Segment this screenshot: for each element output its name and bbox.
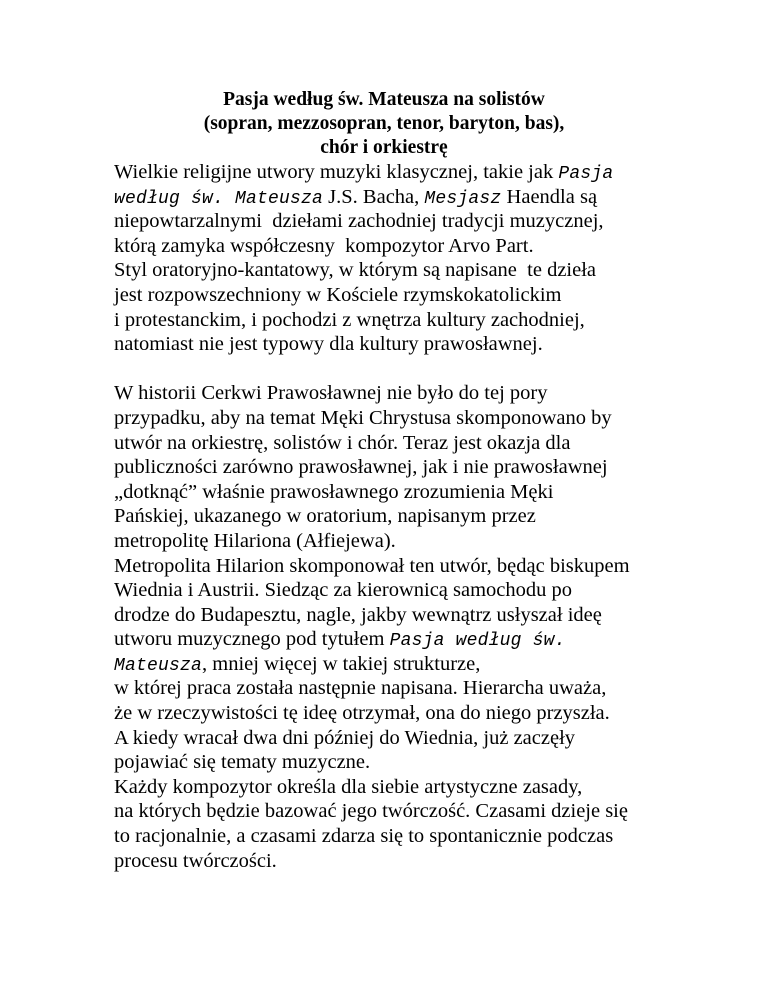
body-text: publiczności zarówno prawosławnej, jak i nie prawosławnej (114, 456, 608, 479)
text-line (114, 578, 754, 603)
document-title (114, 88, 654, 160)
title-line: (sopran, mezzosopran, tenor, baryton, bas), (203, 113, 565, 134)
body-text: Wielkie religijne utwory muzyki klasycznej, takie jak (114, 161, 559, 183)
body-text: A kiedy wracał dwa dni później do Wiednia, już zaczęły (114, 726, 576, 749)
text-line (114, 726, 754, 751)
work-title-text: Pasja według św. (389, 631, 566, 652)
body-text: niepowtarzalnymi dziełami zachodniej tradycji muzycznej, (114, 210, 604, 233)
body-text: metropolitę Hilariona (Ałfiejewa). (114, 529, 396, 552)
text-line (114, 381, 754, 406)
title-line: Pasja według św. Mateusza na solistów (223, 89, 545, 110)
work-title-text: Mateusza (114, 655, 203, 676)
body-text: to racjonalnie, a czasami zdarza się to spontanicznie podczas (114, 825, 614, 848)
paragraph-history (114, 381, 754, 873)
body-text: jest rozpowszechniony w Kościele rzymskokatolickim (114, 283, 562, 306)
text-line (114, 799, 754, 824)
text-line (114, 775, 754, 800)
text-line (114, 824, 754, 849)
text-line (114, 234, 754, 259)
body-text: i protestanckim, i pochodzi z wnętrza kultury zachodniej, (114, 308, 585, 331)
work-title-text: Mesjasz (424, 188, 502, 209)
body-text: „dotknąć” właśnie prawosławnego zrozumienia Męki (114, 480, 554, 503)
body-text: w której praca została następnie napisana. Hierarcha uważa, (114, 677, 607, 700)
text-line (114, 603, 754, 628)
body-text: Styl oratoryjno-kantatowy, w którym są napisane te dzieła (114, 259, 597, 282)
text-line (114, 504, 754, 529)
text-line (114, 308, 754, 333)
body-text: utworu muzycznego pod tytułem (114, 628, 390, 651)
body-text: drodze do Budapesztu, nagle, jakby wewnątrz usłyszał ideę (114, 603, 602, 626)
body-text: Haendla są (501, 185, 598, 208)
text-line (114, 283, 754, 308)
text-line (114, 849, 754, 874)
text-line (114, 332, 754, 357)
body-text: że w rzeczywistości tę ideę otrzymał, ona do niego przyszła. (114, 702, 610, 725)
body-text: utwór na orkiestrę, solistów i chór. Teraz jest okazja dla (114, 431, 571, 454)
text-line (114, 209, 754, 234)
text-line (114, 701, 754, 726)
body-text: Pańskiej, ukazanego w oratorium, napisanym przez (114, 505, 536, 528)
work-title-text: Pasja (558, 164, 614, 184)
work-title-text: według św. Mateusza (114, 188, 324, 209)
paragraph-gap (114, 357, 754, 382)
body-text: przypadku, aby na temat Męki Chrystusa skomponowano by (114, 406, 612, 429)
body-text: Metropolita Hilarion skomponował ten utwór, będąc biskupem (114, 554, 630, 577)
text-line (114, 455, 754, 480)
body-text: którą zamyka współczesny kompozytor Arvo Part. (114, 234, 534, 257)
body-text: na których będzie bazować jego twórczość. Czasami dzieje się (114, 800, 628, 823)
text-line (114, 676, 754, 701)
body-text: natomiast nie jest typowy dla kultury prawosławnej. (114, 333, 543, 356)
text-line (114, 627, 754, 652)
body-text: Wiednia i Austrii. Siedząc za kierownicą samochodu po (114, 579, 573, 602)
paragraph-intro (114, 160, 754, 357)
text-line (114, 258, 754, 283)
text-line (114, 529, 754, 554)
body-text: pojawiać się tematy muzyczne. (114, 751, 371, 774)
body-text: , mniej więcej w takiej strukturze, (202, 652, 481, 675)
document-page (114, 88, 754, 873)
text-line (114, 406, 754, 431)
body-text: procesu twórczości. (114, 849, 277, 872)
text-line (114, 431, 754, 456)
body-text: Każdy kompozytor określa dla siebie artystyczne zasady, (114, 775, 583, 798)
text-line (114, 480, 754, 505)
text-line (114, 160, 754, 185)
text-line (114, 652, 754, 677)
text-line (114, 554, 754, 579)
title-line: chór i orkiestrę (320, 137, 448, 158)
text-line (114, 750, 754, 775)
body-text: W historii Cerkwi Prawosławnej nie było do tej pory (114, 382, 548, 405)
body-text: J.S. Bacha, (323, 185, 425, 208)
text-line (114, 185, 754, 210)
